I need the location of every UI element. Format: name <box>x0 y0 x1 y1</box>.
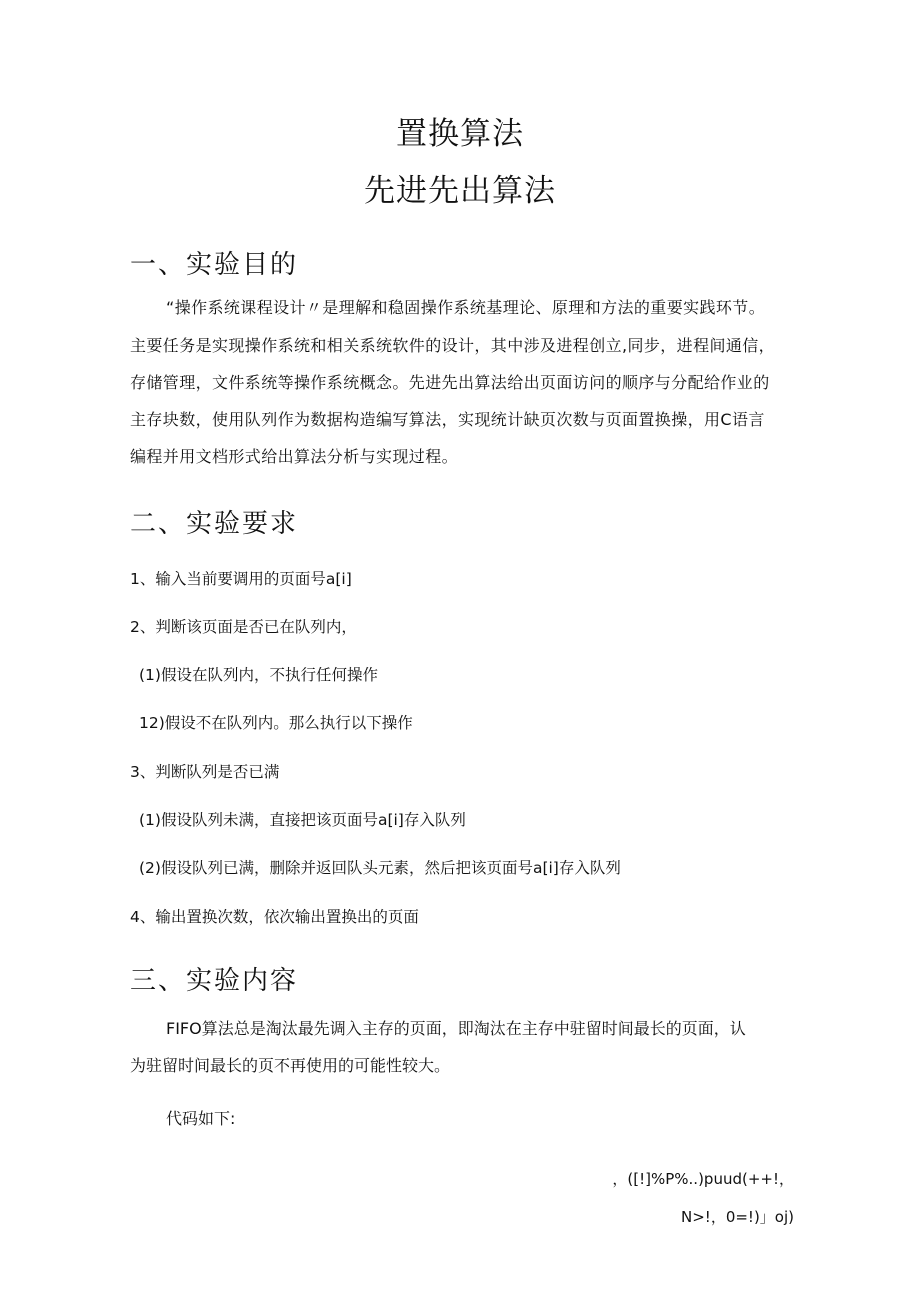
paragraph-line: 主要任务是实现操作系统和相关系统软件的设计，其中涉及进程创立,同步，进程间通信， <box>130 336 776 355</box>
requirement-subitem: 12)假设不在队列内。那么执行以下操作 <box>139 714 413 732</box>
paragraph-line: FIFO算法总是淘汰最先调入主存的页面，即淘汰在主存中驻留时间最长的页面，认 <box>166 1019 746 1038</box>
requirement-item: 1、输入当前要调用的页面号a[i] <box>130 570 352 588</box>
requirement-item: 2、判断该页面是否已在队列内， <box>130 618 357 636</box>
document-subtitle: 先进先出算法 <box>364 173 556 209</box>
section-heading-purpose: 一、实验目的 <box>130 250 299 280</box>
paragraph-line: 存储管理，文件系统等操作系统概念。先进先出算法给出页面访问的顺序与分配给作业的 <box>130 373 770 392</box>
code-line: N>!，0=!)」oj) <box>681 1208 794 1226</box>
code-line: ，([!]%P%..)puud(++!， <box>612 1170 794 1188</box>
requirement-item: 4、输出置换次数，依次输出置换出的页面 <box>130 908 419 926</box>
code-intro: 代码如下: <box>166 1109 236 1128</box>
section-heading-requirements: 二、实验要求 <box>130 509 299 539</box>
paragraph-line: 编程并用文档形式给出算法分析与实现过程。 <box>130 447 459 466</box>
requirement-subitem: (2)假设队列已满，删除并返回队头元素，然后把该页面号a[i]存入队列 <box>139 859 621 877</box>
paragraph-line: 为驻留时间最长的页不再使用的可能性较大。 <box>130 1056 451 1075</box>
document-title: 置换算法 <box>396 116 524 152</box>
requirement-subitem: (1)假设队列未满，直接把该页面号a[i]存入队列 <box>139 811 466 829</box>
paragraph-line: 主存块数，使用队列作为数据构造编写算法，实现统计缺页次数与页面置换操，用C语言 <box>130 410 765 429</box>
requirement-subitem: (1)假设在队列内，不执行任何操作 <box>139 666 378 684</box>
requirement-item: 3、判断队列是否已满 <box>130 763 280 781</box>
section-heading-content: 三、实验内容 <box>130 966 299 996</box>
paragraph-line: “操作系统课程设计〃是理解和稳固操作系统基理论、原理和方法的重要实践环节。 <box>166 298 766 317</box>
